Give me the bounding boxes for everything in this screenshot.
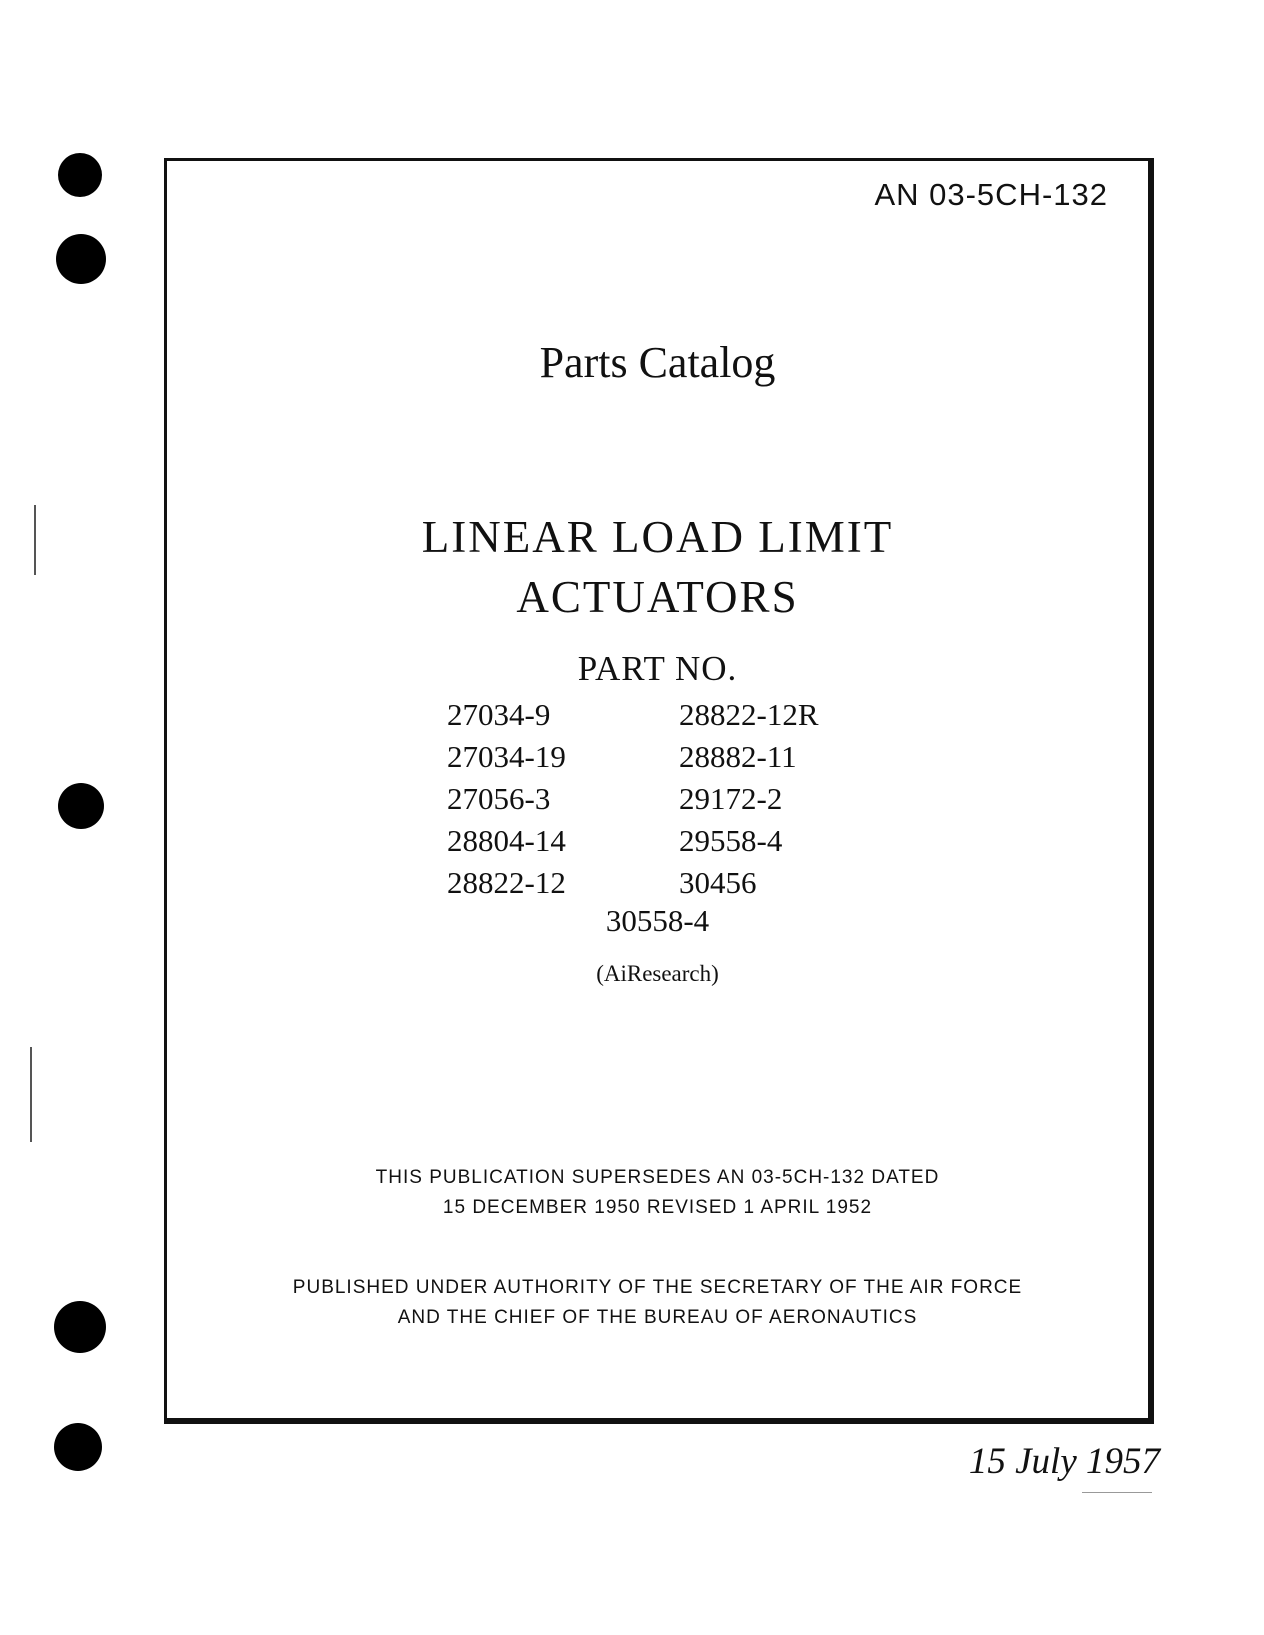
supersedes-notice xyxy=(167,1163,1148,1223)
catalog-title: Parts Catalog xyxy=(539,338,776,387)
document-number: AN 03-5CH-132 xyxy=(874,177,1108,212)
part-number: 27034-19 xyxy=(447,739,566,774)
date-underline xyxy=(1082,1492,1152,1493)
authority-line-1: PUBLISHED UNDER AUTHORITY OF THE SECRETARY OF THE AIR FORCE xyxy=(292,1277,1023,1298)
punch-hole-3 xyxy=(58,783,104,829)
part-number: 27034-9 xyxy=(447,697,551,732)
authority-line-2: AND THE CHIEF OF THE BUREAU OF AERONAUTICS xyxy=(397,1307,918,1328)
main-title-line-1: LINEAR LOAD LIMIT xyxy=(421,512,894,562)
part-number: 28822-12 xyxy=(447,865,566,900)
punch-hole-1 xyxy=(58,153,102,197)
publication-date: 15 July 1957 xyxy=(968,1441,1160,1482)
part-number: 29558-4 xyxy=(679,823,783,858)
authority-statement xyxy=(167,1273,1148,1333)
margin-mark-1 xyxy=(34,505,36,575)
main-title-line-2: ACTUATORS xyxy=(516,572,799,622)
page-frame xyxy=(164,158,1154,1424)
part-number: 28804-14 xyxy=(447,823,566,858)
manufacturer: (AiResearch) xyxy=(596,961,719,986)
margin-mark-2 xyxy=(30,1047,32,1142)
part-number-list xyxy=(447,697,887,901)
supersedes-line-1: THIS PUBLICATION SUPERSEDES AN 03-5CH-132 DATED xyxy=(375,1167,940,1188)
part-number: 28822-12R xyxy=(679,697,819,732)
part-number-extra: 30558-4 xyxy=(605,903,710,938)
main-title xyxy=(167,507,1148,627)
part-number-heading: PART NO. xyxy=(577,649,738,688)
part-number: 27056-3 xyxy=(447,781,551,816)
part-number: 29172-2 xyxy=(679,781,783,816)
punch-hole-4 xyxy=(54,1301,106,1353)
punch-hole-2 xyxy=(56,234,106,284)
part-number: 30456 xyxy=(679,865,757,900)
punch-hole-5 xyxy=(54,1423,102,1471)
supersedes-line-2: 15 DECEMBER 1950 REVISED 1 APRIL 1952 xyxy=(442,1197,873,1218)
part-number: 28882-11 xyxy=(679,739,797,774)
